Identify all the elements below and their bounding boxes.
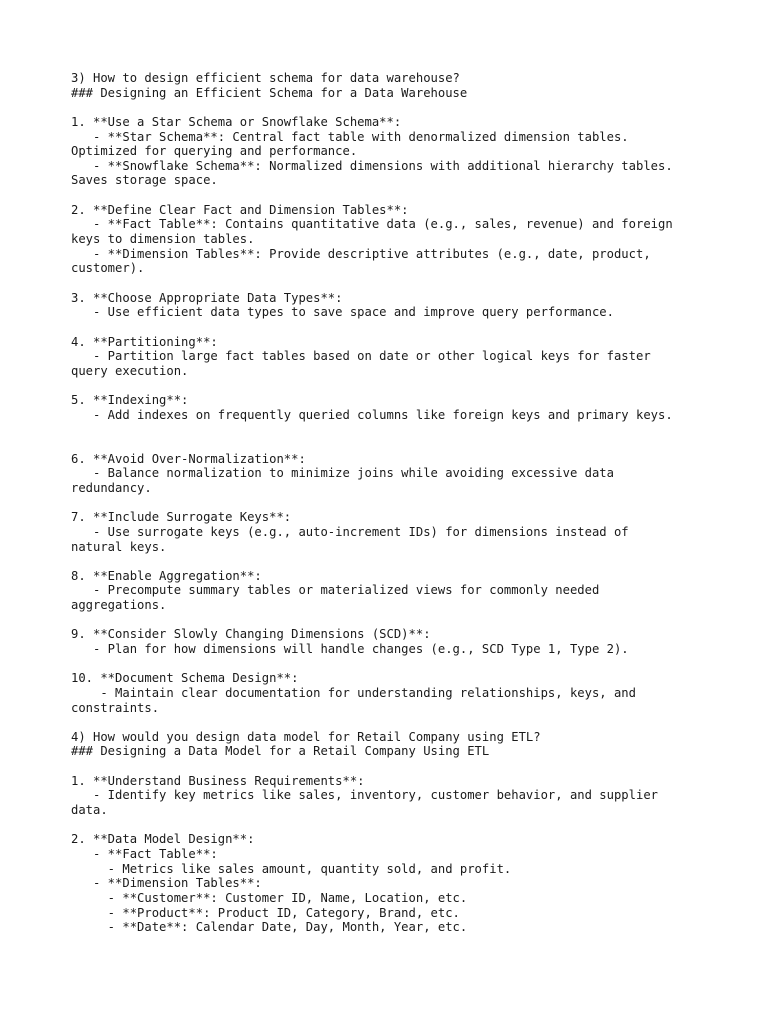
text-line bbox=[71, 320, 711, 335]
text-line bbox=[71, 818, 711, 833]
text-line: 7. **Include Surrogate Keys**: bbox=[71, 510, 292, 525]
text-line: 5. **Indexing**: bbox=[71, 393, 189, 408]
text-line: - **Star Schema**: Central fact table with denormalized dimension tables. bbox=[71, 129, 629, 144]
text-line: - Maintain clear documentation for understanding relationships, keys, and bbox=[71, 685, 636, 700]
text-line: constraints. bbox=[71, 700, 160, 715]
text-line: - **Dimension Tables**: Provide descriptive attributes (e.g., date, product, bbox=[71, 246, 651, 261]
text-line: customer). bbox=[71, 261, 145, 276]
text-line: data. bbox=[71, 803, 108, 818]
text-line: - Add indexes on frequently queried columns like foreign keys and primary keys. bbox=[71, 407, 673, 422]
text-line: 2. **Define Clear Fact and Dimension Tables**: bbox=[71, 202, 409, 217]
text-line: 1. **Understand Business Requirements**: bbox=[71, 773, 365, 788]
text-line bbox=[71, 613, 711, 628]
text-line: natural keys. bbox=[71, 539, 167, 554]
text-line: - **Dimension Tables**: bbox=[71, 876, 262, 891]
text-line: 8. **Enable Aggregation**: bbox=[71, 568, 262, 583]
text-line: - **Product**: Product ID, Category, Brand, etc. bbox=[71, 905, 460, 920]
text-line bbox=[71, 437, 711, 452]
text-line: - Partition large fact tables based on date or other logical keys for faster bbox=[71, 349, 651, 364]
text-line: - Precompute summary tables or materialized views for commonly needed bbox=[71, 583, 600, 598]
text-line: 3. **Choose Appropriate Data Types**: bbox=[71, 290, 343, 305]
text-line bbox=[71, 715, 711, 730]
text-line: - Use surrogate keys (e.g., auto-increment IDs) for dimensions instead of bbox=[71, 524, 629, 539]
text-line: - **Fact Table**: Contains quantitative data (e.g., sales, revenue) and foreign bbox=[71, 217, 673, 232]
text-line: 3) How to design efficient schema for data warehouse? bbox=[71, 71, 460, 85]
text-line: - Use efficient data types to save space and improve query performance. bbox=[71, 305, 614, 320]
text-line bbox=[71, 378, 711, 393]
text-line bbox=[71, 276, 711, 291]
text-line: aggregations. bbox=[71, 598, 167, 613]
text-line: - **Snowflake Schema**: Normalized dimensions with additional hierarchy tables. bbox=[71, 158, 673, 173]
text-line: Saves storage space. bbox=[71, 173, 218, 188]
text-line: - Metrics like sales amount, quantity sold, and profit. bbox=[71, 861, 512, 876]
text-line: query execution. bbox=[71, 363, 189, 378]
text-line: redundancy. bbox=[71, 480, 152, 495]
text-line bbox=[71, 422, 711, 437]
text-line: 1. **Use a Star Schema or Snowflake Schema**: bbox=[71, 114, 402, 129]
text-line bbox=[71, 657, 711, 672]
text-line: ### Designing an Efficient Schema for a Data Warehouse bbox=[71, 85, 468, 100]
text-line: 6. **Avoid Over-Normalization**: bbox=[71, 451, 306, 466]
text-line: - **Customer**: Customer ID, Name, Location, etc. bbox=[71, 890, 468, 905]
text-line bbox=[71, 759, 711, 774]
text-line: keys to dimension tables. bbox=[71, 232, 255, 247]
text-line: ### Designing a Data Model for a Retail Company Using ETL bbox=[71, 744, 490, 759]
text-line: - **Fact Table**: bbox=[71, 846, 218, 861]
text-line: - Balance normalization to minimize joins while avoiding excessive data bbox=[71, 466, 614, 481]
text-line: 4) How would you design data model for Retail Company using ETL? bbox=[71, 729, 541, 744]
text-line: 4. **Partitioning**: bbox=[71, 334, 218, 349]
text-line: - Plan for how dimensions will handle changes (e.g., SCD Type 1, Type 2). bbox=[71, 641, 629, 656]
document-page bbox=[71, 71, 711, 935]
text-line: - Identify key metrics like sales, inventory, customer behavior, and supplier bbox=[71, 788, 658, 803]
text-line bbox=[71, 188, 711, 203]
text-line: Optimized for querying and performance. bbox=[71, 144, 358, 159]
text-line: - **Date**: Calendar Date, Day, Month, Year, etc. bbox=[71, 920, 468, 935]
text-line bbox=[71, 100, 711, 115]
text-line: 2. **Data Model Design**: bbox=[71, 832, 255, 847]
text-line bbox=[71, 496, 711, 511]
text-line bbox=[71, 554, 711, 569]
text-line: 9. **Consider Slowly Changing Dimensions (SCD)**: bbox=[71, 627, 431, 642]
text-line: 10. **Document Schema Design**: bbox=[71, 671, 299, 686]
